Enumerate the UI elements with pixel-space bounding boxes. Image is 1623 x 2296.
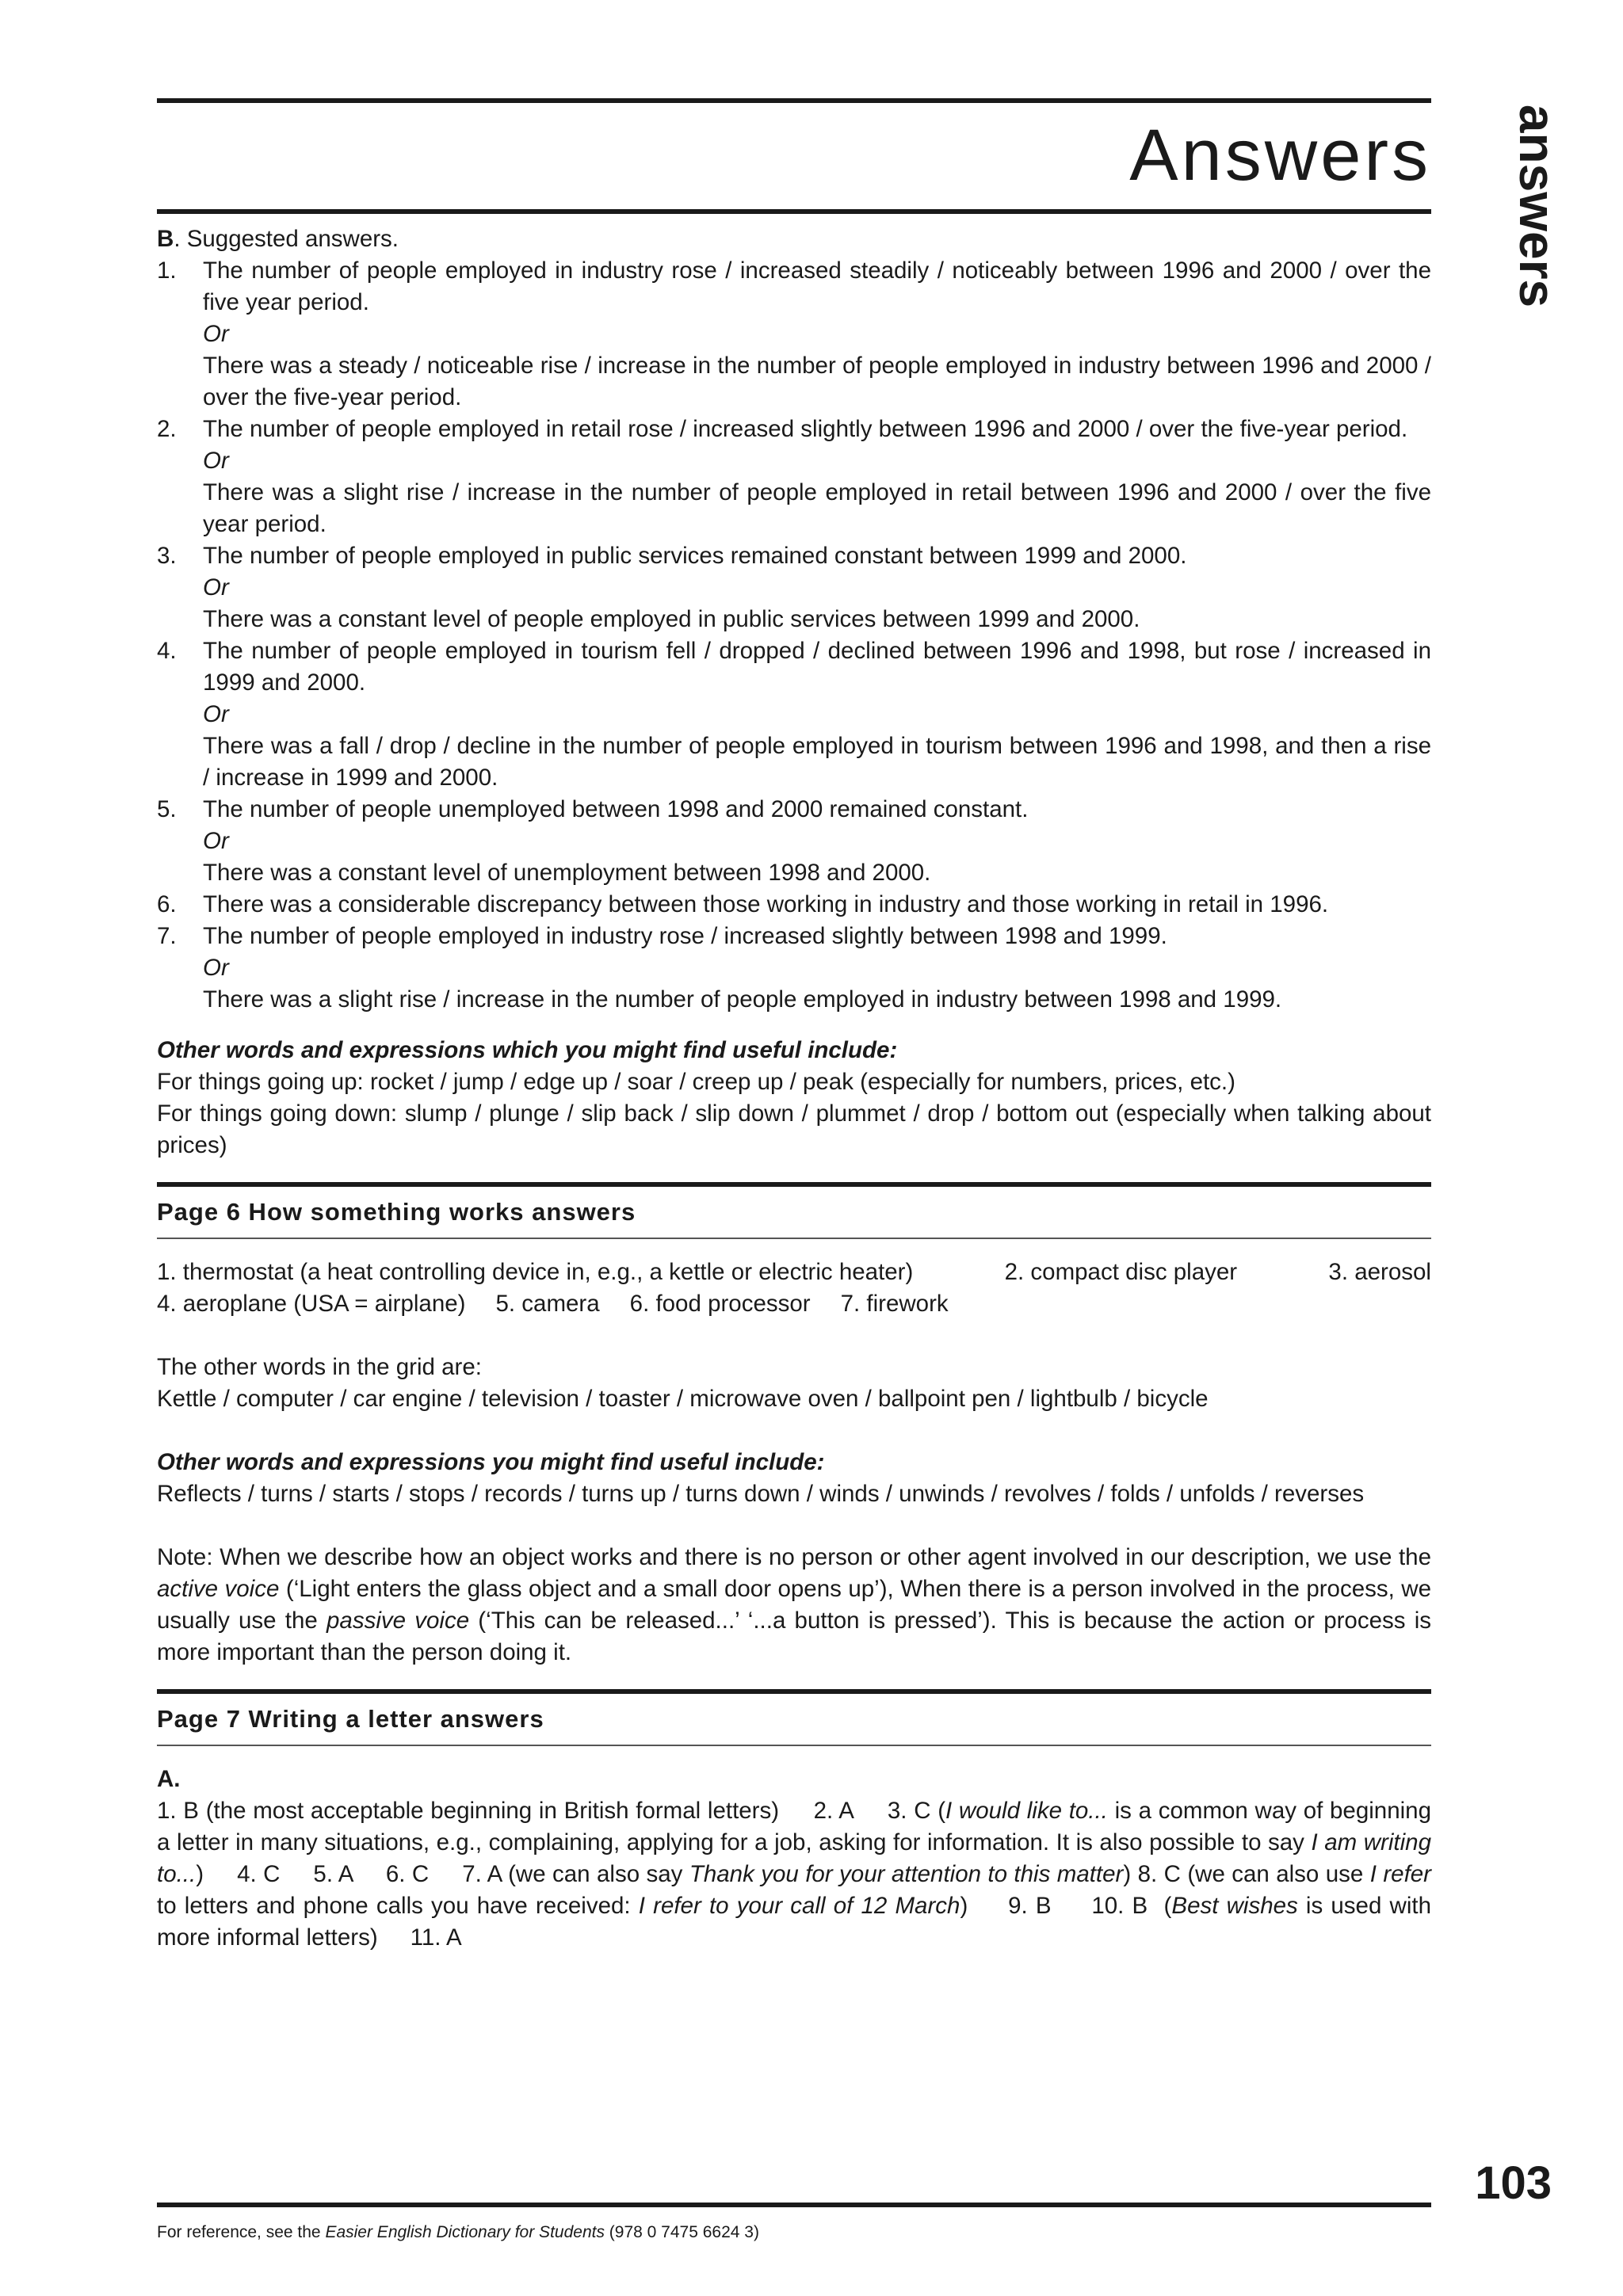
or-label: Or — [203, 955, 229, 981]
side-tab — [1490, 103, 1585, 309]
section-b-other-heading: Other words and expressions which you might find useful include: — [157, 1037, 898, 1063]
answer-item-3: 3. The number of people employed in public services remained constant between 1999 and 2000. Or There was a constant level of people employed in public services between 1999 and 2000. — [157, 543, 1187, 632]
page6-note: Note: When we describe how an object works and there is no person or other agent involved in our description, we use the active voice (‘Light enters the glass object and a small door opens up’), When there is a person involved in the process, we usually use the passive voice (‘This can be released...’ ‘...a button is pressed’). This is because the action or process is more important than the person doing it. — [157, 1544, 1431, 1665]
or-label: Or — [203, 828, 229, 854]
section-b-heading: B. Suggested answers. — [157, 226, 399, 252]
answer-item-2: 2. The number of people employed in retail rose / increased slightly between 1996 and 2000 / over the five-year period. Or There was a slight rise / increase in the number of people employed in retail between 1996 and 2000 / over the five year period. — [157, 416, 1431, 537]
or-label: Or — [203, 574, 229, 601]
section-page7-heading: Page 7 Writing a letter answers — [157, 1705, 544, 1733]
answer-item-4: 4. The number of people employed in tourism fell / dropped / declined between 1996 and 1998, but rose / increased in 1999 and 2000. Or There was a fall / drop / decline in the number of people employed in tourism between 1996 and 1998, and then a rise / increase in 1999 and 2000. — [157, 638, 1431, 791]
answer-item-6: 6. There was a considerable discrepancy between those working in industry and those working in retail in 1996. — [157, 891, 1329, 917]
or-label: Or — [203, 701, 229, 727]
page6-answers-line-1: 1. thermostat (a heat controlling device in, e.g., a kettle or electric heater) 2. compact disc player 3. aerosol — [157, 1259, 1431, 1285]
answer-item-1: 1. The number of people employed in industry rose / increased steadily / noticeably between 1996 and 2000 / over the five year period. Or There was a steady / noticeable rise / increase in the number of people employed in industry between 1996 and 2000 / over the five-year period. — [157, 257, 1431, 410]
page7-answers: 1. B (the most acceptable beginning in British formal letters) 2. A 3. C (I would like to... is a common way of beginning a letter in many situations, e.g., complaining, applying for a job, asking for information. It is also possible to say I am writing to...) 4. C 5. A 6. C 7. A (we can also say Thank you for your attention to this matter) 8. C (we can also use I refer to letters and phone calls you have received: I refer to your call of 12 March) 9. B 10. B (Best wishes is used with more informal letters) 11. A — [157, 1798, 1438, 1951]
side-tab-label: answers — [1509, 104, 1566, 308]
header-top-rule — [157, 98, 1431, 103]
or-label: Or — [203, 321, 229, 347]
page6-answers-line-2: 4. aeroplane (USA = airplane) 5. camera 6. food processor 7. firework — [157, 1291, 949, 1317]
section-page6-heading: Page 6 How something works answers — [157, 1198, 636, 1226]
page-number: 103 — [1475, 2157, 1552, 2209]
header-bottom-rule — [157, 209, 1431, 214]
section-b-other-down: For things going down: slump / plunge / slip back / slip down / plummet / drop / bottom out (especially when talking about prices) — [157, 1100, 1431, 1158]
page6-grid-intro: The other words in the grid are: — [157, 1354, 482, 1380]
page-title: Answers — [1129, 115, 1431, 196]
page6-other-words: Reflects / turns / starts / stops / records / turns up / turns down / winds / unwinds / revolves / folds / unfolds / reverses — [157, 1481, 1365, 1507]
section-b-other-up: For things going up: rocket / jump / edge up / soar / creep up / peak (especially for numbers, prices, etc.) — [157, 1069, 1235, 1095]
footer-rule — [157, 2203, 1431, 2207]
answer-item-7: 7. The number of people employed in industry rose / increased slightly between 1998 and 1999. Or There was a slight rise / increase in the number of people employed in industry between 1998 and 1999. — [157, 923, 1282, 1013]
page-content — [157, 223, 1438, 1954]
footer-reference: For reference, see the Easier English Dictionary for Students (978 0 7475 6624 3) — [157, 2223, 759, 2241]
answer-item-5: 5. The number of people unemployed between 1998 and 2000 remained constant. Or There was a constant level of unemployment between 1998 and 2000. — [157, 796, 1029, 886]
page6-other-heading: Other words and expressions you might find useful include: — [157, 1449, 825, 1475]
page6-grid-words: Kettle / computer / car engine / television / toaster / microwave oven / ballpoint pen / lightbulb / bicycle — [157, 1386, 1209, 1412]
or-label: Or — [203, 448, 229, 474]
page7-sub-heading: A. — [157, 1766, 181, 1792]
